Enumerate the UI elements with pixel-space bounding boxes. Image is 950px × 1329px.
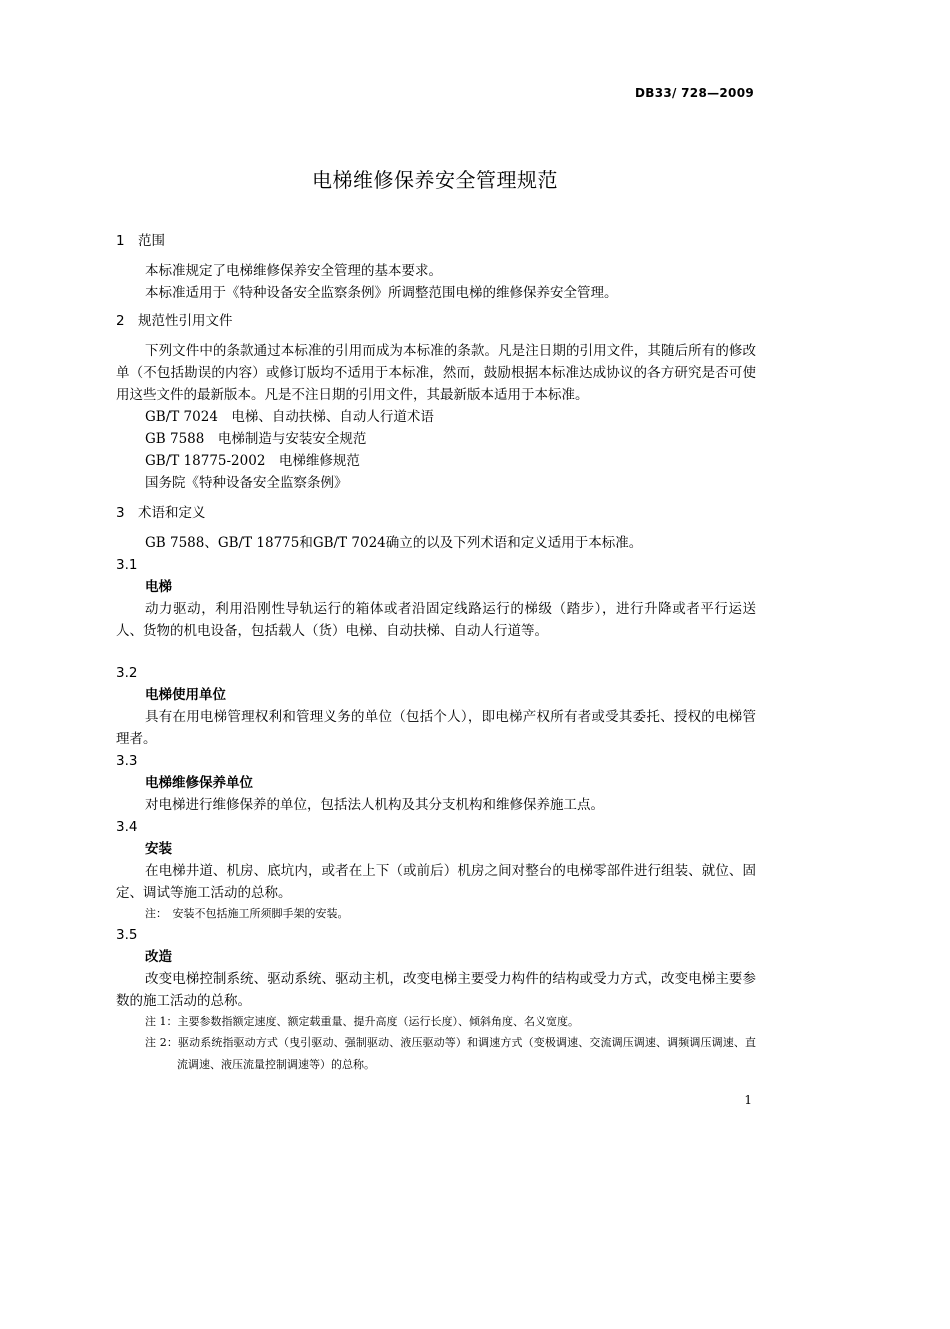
term-definition: 具有在用电梯管理权利和管理义务的单位（包括个人），即电梯产权所有者或受其委托、授权的电梯管理者。 <box>116 709 756 747</box>
reference-item: 国务院《特种设备安全监察条例》 <box>145 475 348 491</box>
section-1-heading <box>116 230 756 252</box>
term-definition: 在电梯井道、机房、底坑内，或者在上下（或前后）机房之间对整台的电梯零部件进行组装、就位、固定、调试等施工活动的总称。 <box>116 863 756 901</box>
note: 注 1：主要参数指额定速度、额定载重量、提升高度（运行长度）、倾斜角度、名义宽度。 <box>145 1015 579 1028</box>
term-definition: 改变电梯控制系统、驱动系统、驱动主机，改变电梯主要受力构件的结构或受力方式，改变电梯主要参数的施工活动的总称。 <box>116 971 756 1009</box>
term-name: 改造 <box>145 949 172 965</box>
section-2-heading <box>116 310 756 332</box>
paragraph: 本标准规定了电梯维修保养安全管理的基本要求。 <box>145 263 442 279</box>
term-name: 电梯 <box>145 579 172 595</box>
subsection-number: 3.1 <box>116 557 138 573</box>
term-name: 电梯使用单位 <box>145 687 226 703</box>
term-name: 安装 <box>145 841 172 857</box>
subsection-number: 3.3 <box>116 753 138 769</box>
term-definition: 对电梯进行维修保养的单位，包括法人机构及其分支机构和维修保养施工点。 <box>145 797 604 813</box>
document-title: 电梯维修保养安全管理规范 <box>312 168 558 192</box>
note: 注： 安装不包括施工所须脚手架的安装。 <box>145 907 349 920</box>
reference-item: GB/T 18775-2002 电梯维修规范 <box>145 453 360 469</box>
paragraph: 下列文件中的条款通过本标准的引用而成为本标准的条款。凡是注日期的引用文件，其随后所有的修改单（不包括勘误的内容）或修订版均不适用于本标准，然而，鼓励根据本标准达成协议的各方研究是否可使用这些文件的最新版本。凡是不注日期的引用文件，其最新版本适用于本标准。 <box>116 343 756 403</box>
section-number: 2 <box>116 313 125 329</box>
subsection-number: 3.4 <box>116 819 138 835</box>
subsection-number: 3.5 <box>116 927 138 943</box>
document-body <box>116 230 756 1076</box>
section-title: 术语和定义 <box>138 505 206 521</box>
term-definition: 动力驱动，利用沿刚性导轨运行的箱体或者沿固定线路运行的梯级（踏步），进行升降或者平行运送人、货物的机电设备，包括载人（货）电梯、自动扶梯、自动人行道等。 <box>116 601 756 639</box>
section-title: 规范性引用文件 <box>138 313 233 329</box>
section-number: 1 <box>116 233 125 249</box>
page-number: 1 <box>744 1093 752 1107</box>
reference-item: GB 7588 电梯制造与安装安全规范 <box>145 431 367 447</box>
standard-number: DB33/ 728—2009 <box>634 86 754 100</box>
reference-item: GB/T 7024 电梯、自动扶梯、自动人行道术语 <box>145 409 434 425</box>
note: 注 2：驱动系统指驱动方式（曳引驱动、强制驱动、液压驱动等）和调速方式（变极调速、交流调压调速、调频调压调速、直流调速、液压流量控制调速等）的总称。 <box>145 1036 756 1071</box>
section-title: 范围 <box>138 233 165 249</box>
subsection-number: 3.2 <box>116 665 138 681</box>
paragraph: 本标准适用于《特种设备安全监察条例》所调整范围电梯的维修保养安全管理。 <box>145 285 618 301</box>
paragraph: GB 7588、GB/T 18775和GB/T 7024确立的以及下列术语和定义适用于本标准。 <box>145 535 643 551</box>
section-number: 3 <box>116 505 125 521</box>
term-name: 电梯维修保养单位 <box>145 775 253 791</box>
section-3-heading <box>116 502 756 524</box>
